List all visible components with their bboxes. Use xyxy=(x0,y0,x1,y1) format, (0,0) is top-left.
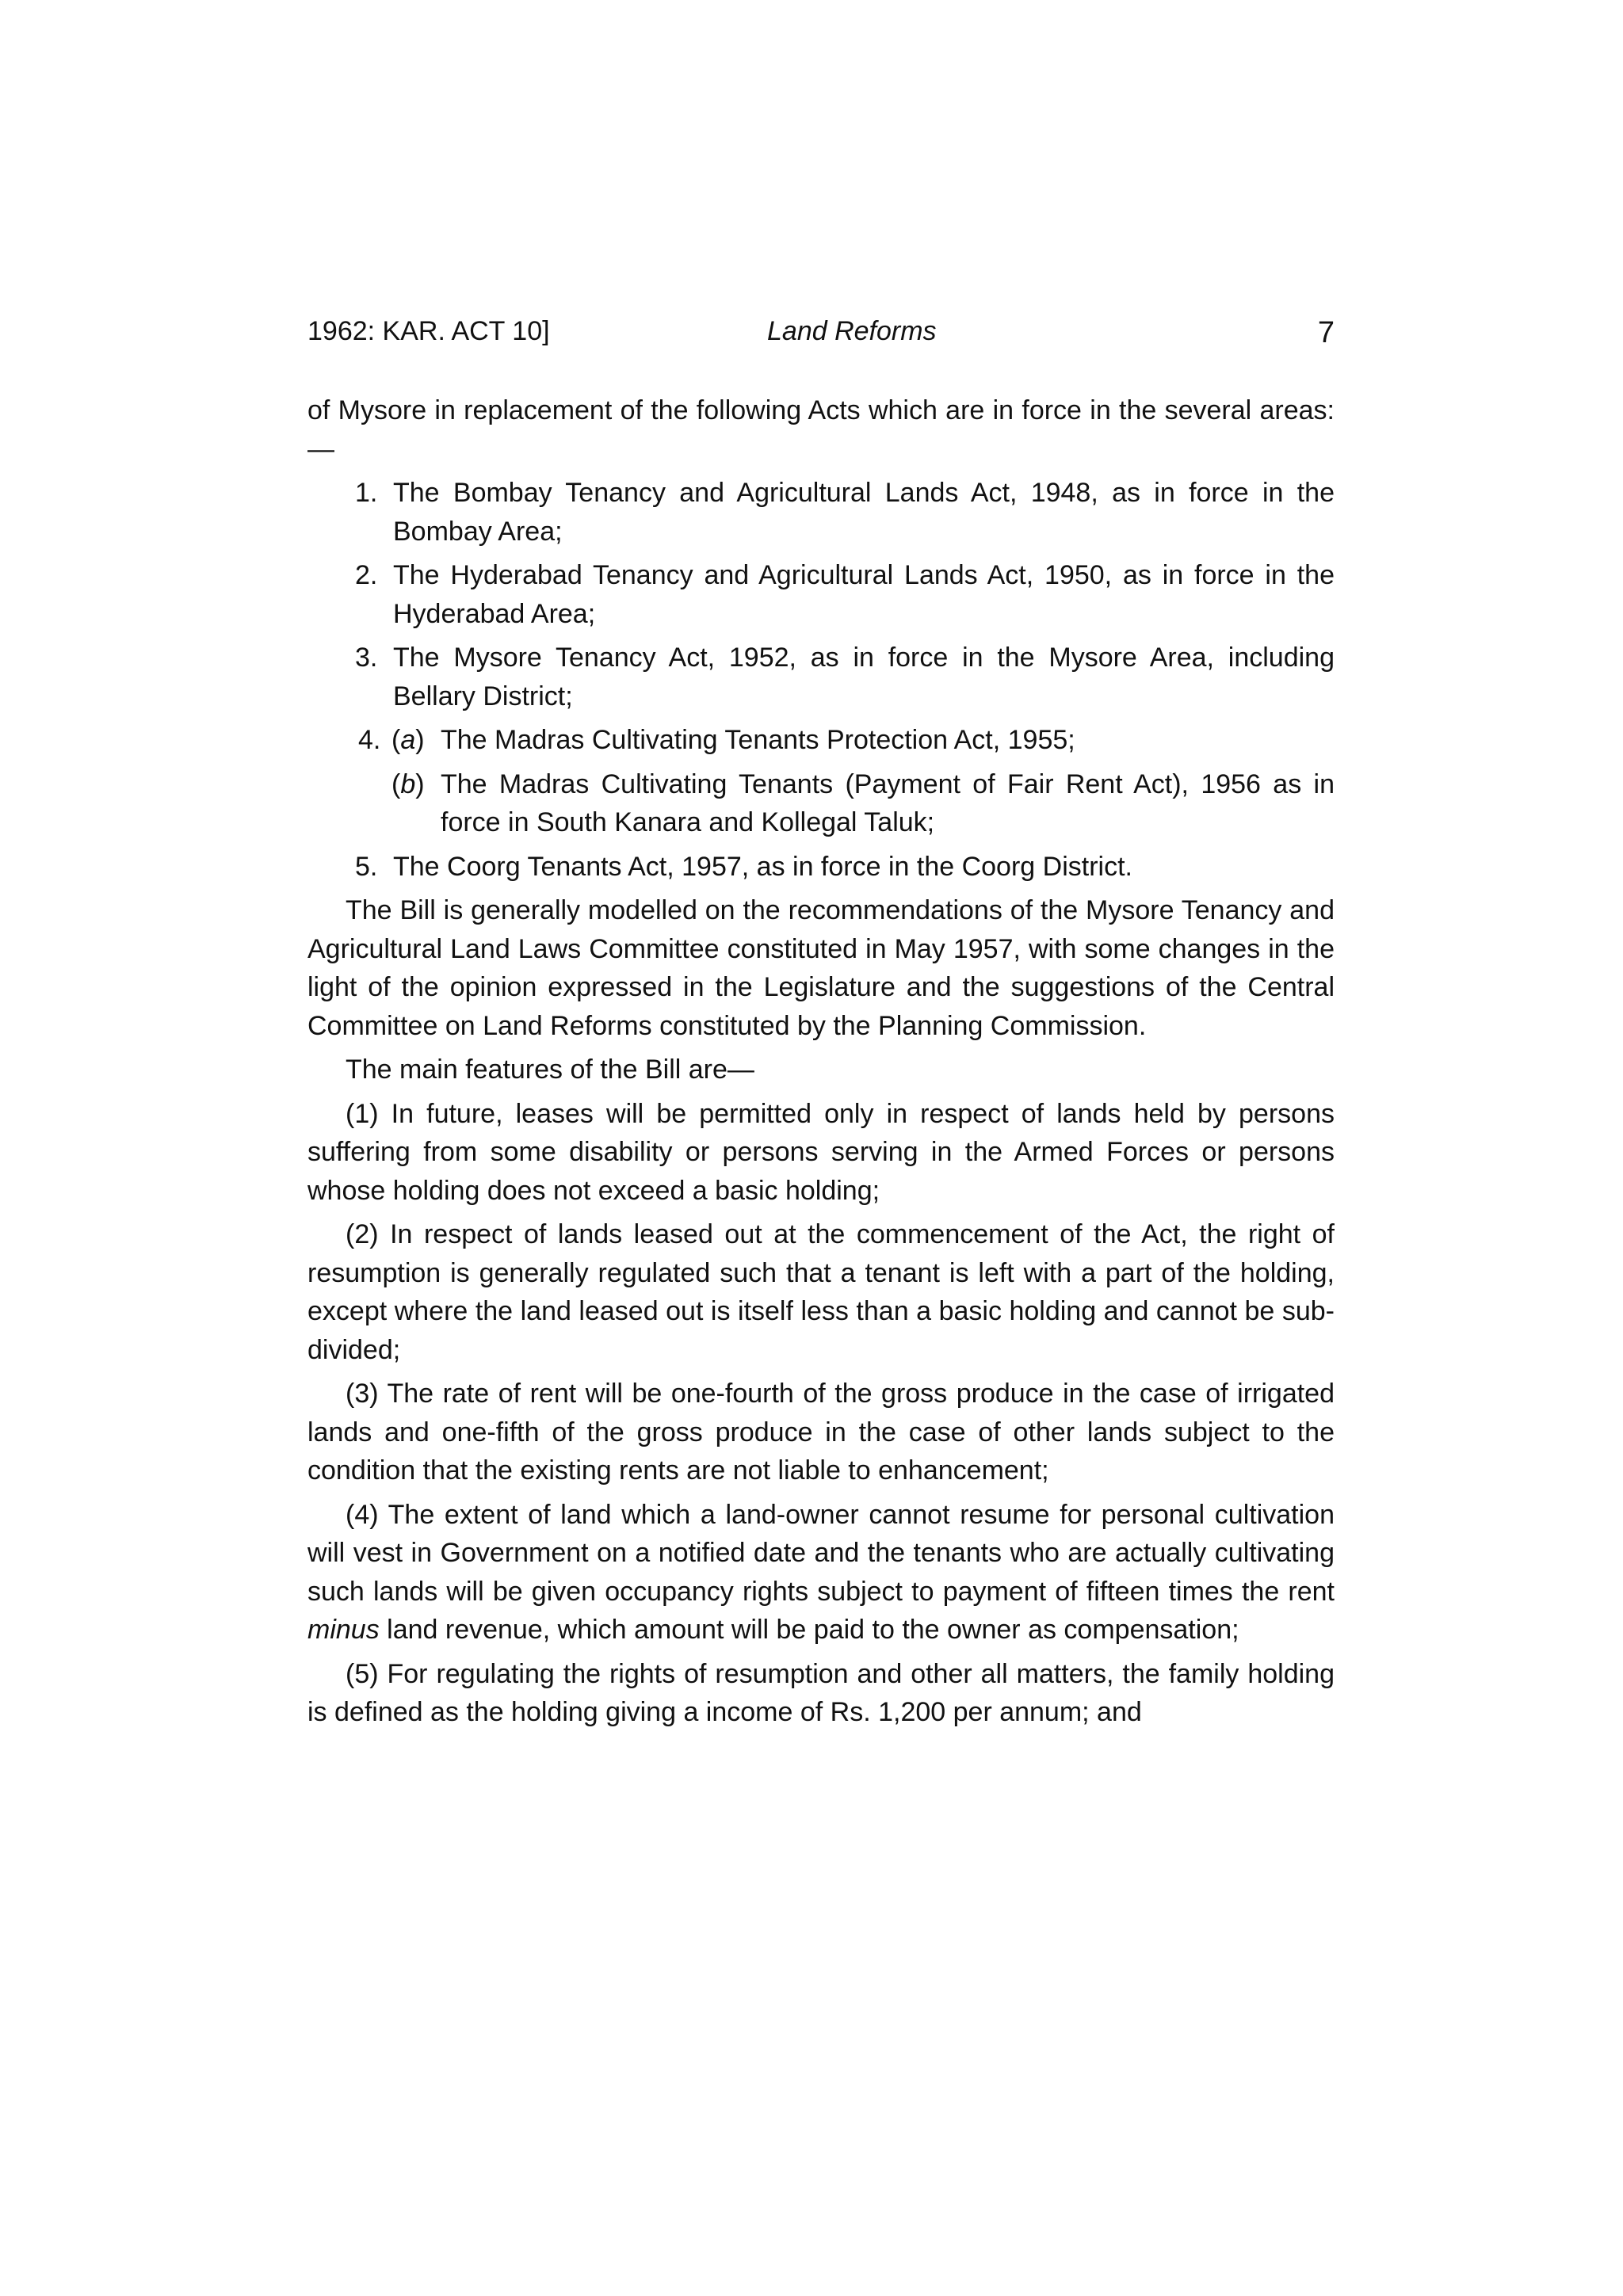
act-text: The Bombay Tenancy and Agricultural Lands Act, 1948, as in force in the Bombay Area; xyxy=(393,478,1335,547)
running-header xyxy=(307,312,1335,350)
sub-label-close: ) xyxy=(415,769,425,799)
feature-paragraph-5: (5) For regulating the rights of resumption and other all matters, the family holding is defined as the holding giving a income of Rs. 1,200 per annum; and xyxy=(307,1658,1335,1727)
feature-4-text-end: land revenue, which amount will be paid to the owner as compensation; xyxy=(379,1615,1239,1645)
page-number: 7 xyxy=(1317,316,1335,349)
sub-label-open: ( xyxy=(391,725,401,755)
act-text: The Coorg Tenants Act, 1957, as in force in the Coorg District. xyxy=(393,851,1132,882)
act-number: 1. xyxy=(355,478,378,508)
sub-label-close: ) xyxy=(415,725,425,755)
feature-4-text-start: (4) The extent of land which a land-owner cannot resume for personal cultivation will vest in Government on a notified date and the tenants who are actually cultivating such lands will be given occupancy rights subject to payment of fifteen times the rent xyxy=(307,1499,1335,1607)
act-list-item xyxy=(307,639,1335,715)
sub-item-label xyxy=(391,721,425,760)
document-page xyxy=(307,312,1335,1737)
act-number: 2. xyxy=(355,560,378,590)
act-list-item xyxy=(307,556,1335,633)
act-sub-item xyxy=(307,765,1335,842)
act-text: The Madras Cultivating Tenants Protection Act, 1955; xyxy=(441,725,1075,755)
act-text: The Madras Cultivating Tenants (Payment of Fair Rent Act), 1956 as in force in South Kanara and Kollegal Taluk; xyxy=(441,769,1335,837)
header-title: Land Reforms xyxy=(767,316,937,346)
sub-label-letter: b xyxy=(400,769,416,799)
act-sub-item xyxy=(307,721,1335,760)
sub-label-letter: a xyxy=(400,725,416,755)
acts-list xyxy=(307,474,1335,886)
feature-paragraph-2: (2) In respect of lands leased out at the commencement of the Act, the right of resumption is generally regulated such that a tenant is left with a part of the holding, except where the land leased out is itself less than a basic holding and cannot be sub-divided; xyxy=(307,1219,1335,1365)
act-list-item xyxy=(307,848,1335,887)
bill-paragraph: The Bill is generally modelled on the recommendations of the Mysore Tenancy and Agricultural Land Laws Committee constituted in May 1957, with some changes in the light of the opinion expressed in the Legislature and the suggestions of the Central Committee on Land Reforms constituted by the Planning Commission. xyxy=(307,895,1335,1041)
act-number: 4. xyxy=(358,725,381,755)
intro-paragraph: of Mysore in replacement of the following Acts which are in force in the several areas:— xyxy=(307,395,1335,464)
feature-4-italic-word: minus xyxy=(307,1615,380,1645)
sub-label-open: ( xyxy=(391,769,401,799)
features-heading-paragraph: The main features of the Bill are— xyxy=(346,1055,754,1085)
act-list-item xyxy=(307,721,1335,842)
document-body xyxy=(307,391,1335,1732)
header-act-reference: 1962: KAR. ACT 10] xyxy=(307,316,550,346)
feature-paragraph-3: (3) The rate of rent will be one-fourth of the gross produce in the case of irrigated lands and one-fifth of the gross produce in the case of other lands subject to the condition that the existing rents are not liable to enhancement; xyxy=(307,1379,1335,1486)
act-list-item xyxy=(307,474,1335,551)
feature-paragraph-1: (1) In future, leases will be permitted only in respect of lands held by persons suffering from some disability or persons serving in the Armed Forces or persons whose holding does not exceed a basic holding; xyxy=(307,1098,1335,1206)
feature-paragraph-4 xyxy=(307,1496,1335,1650)
act-text: The Mysore Tenancy Act, 1952, as in force in the Mysore Area, including Bellary District; xyxy=(393,643,1335,711)
act-number: 3. xyxy=(355,643,378,673)
act-text: The Hyderabad Tenancy and Agricultural Lands Act, 1950, as in force in the Hyderabad Area; xyxy=(393,560,1335,629)
act-number: 5. xyxy=(355,851,378,882)
sub-item-label xyxy=(391,765,425,804)
